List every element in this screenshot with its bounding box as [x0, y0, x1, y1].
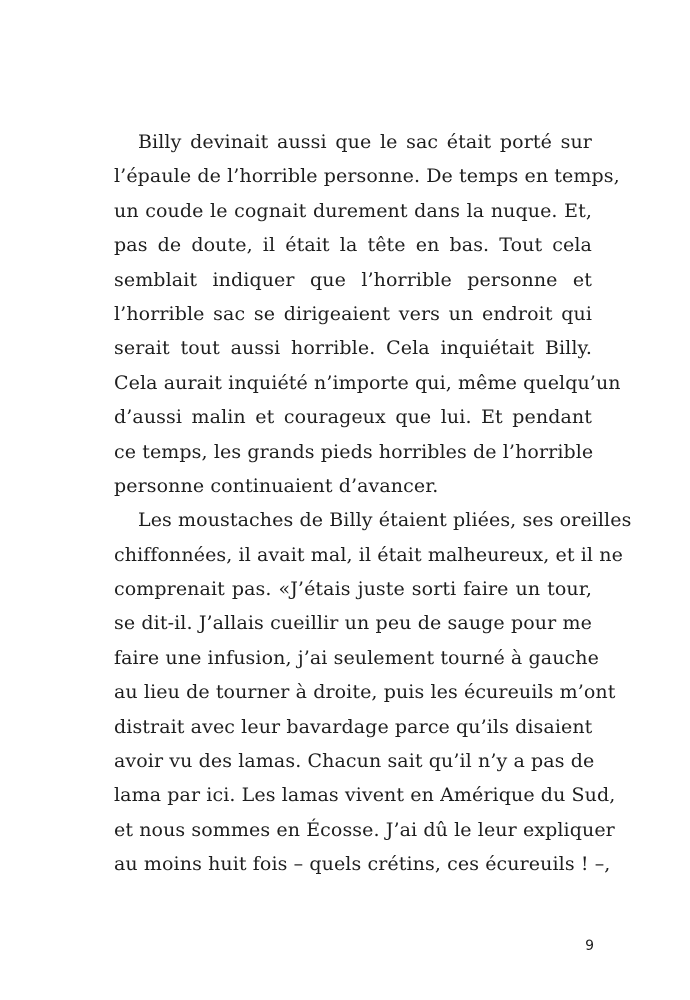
paragraph-1-line-5: semblait indiquer que l’horrible personne et — [114, 268, 592, 291]
page-number: 9 — [585, 938, 594, 954]
paragraph-2-line-5: faire une infusion, j’ai seulement tourné à gauche — [114, 646, 599, 669]
paragraph-2-line-10: et nous sommes en Écosse. J’ai dû le leur expliquer — [114, 818, 615, 841]
paragraph-1-line-3: un coude le cognait durement dans la nuque. Et, — [114, 199, 592, 222]
paragraph-1-line-2: l’épaule de l’horrible personne. De temps en temps, — [114, 165, 620, 188]
paragraph-1-line-7: serait tout aussi horrible. Cela inquiétait Billy. — [114, 337, 592, 360]
paragraph-1-line-1: Billy devinait aussi que le sac était porté sur — [138, 131, 592, 153]
paragraph-2-line-7: distrait avec leur bavardage parce qu’ils disaient — [114, 715, 593, 738]
paragraph-2-line-9: lama par ici. Les lamas vivent en Amérique du Sud, — [114, 784, 616, 807]
body-text — [114, 125, 632, 882]
paragraph-2-line-6: au lieu de tourner à droite, puis les écureuils m’ont — [114, 681, 616, 704]
paragraph-1-line-9: d’aussi malin et courageux que lui. Et pendant — [114, 406, 592, 429]
paragraph-2-line-3: comprenait pas. «J’étais juste sorti faire un tour, — [114, 578, 592, 601]
paragraph-1-line-11: personne continuaient d’avancer. — [114, 474, 439, 497]
paragraph-1-line-6: l’horrible sac se dirigeaient vers un endroit qui — [114, 302, 592, 325]
paragraph-2-line-2: chiffonnées, il avait mal, il était malheureux, et il ne — [114, 543, 623, 566]
paragraph-1-line-10: ce temps, les grands pieds horribles de l’horrible — [114, 440, 594, 463]
paragraph-2-line-1: Les moustaches de Billy étaient pliées, ses oreilles — [138, 509, 632, 532]
paragraph-2-line-11: au moins huit fois – quels crétins, ces écureuils ! –, — [114, 853, 611, 876]
paragraph-2-line-4: se dit-il. J’allais cueillir un peu de sauge pour me — [114, 612, 592, 635]
paragraph-2-line-8: avoir vu des lamas. Chacun sait qu’il n’y a pas de — [114, 750, 595, 773]
paragraph-1-line-4: pas de doute, il était la tête en bas. Tout cela — [114, 234, 592, 257]
paragraph-1-line-8: Cela aurait inquiété n’importe qui, même quelqu’un — [114, 371, 621, 394]
